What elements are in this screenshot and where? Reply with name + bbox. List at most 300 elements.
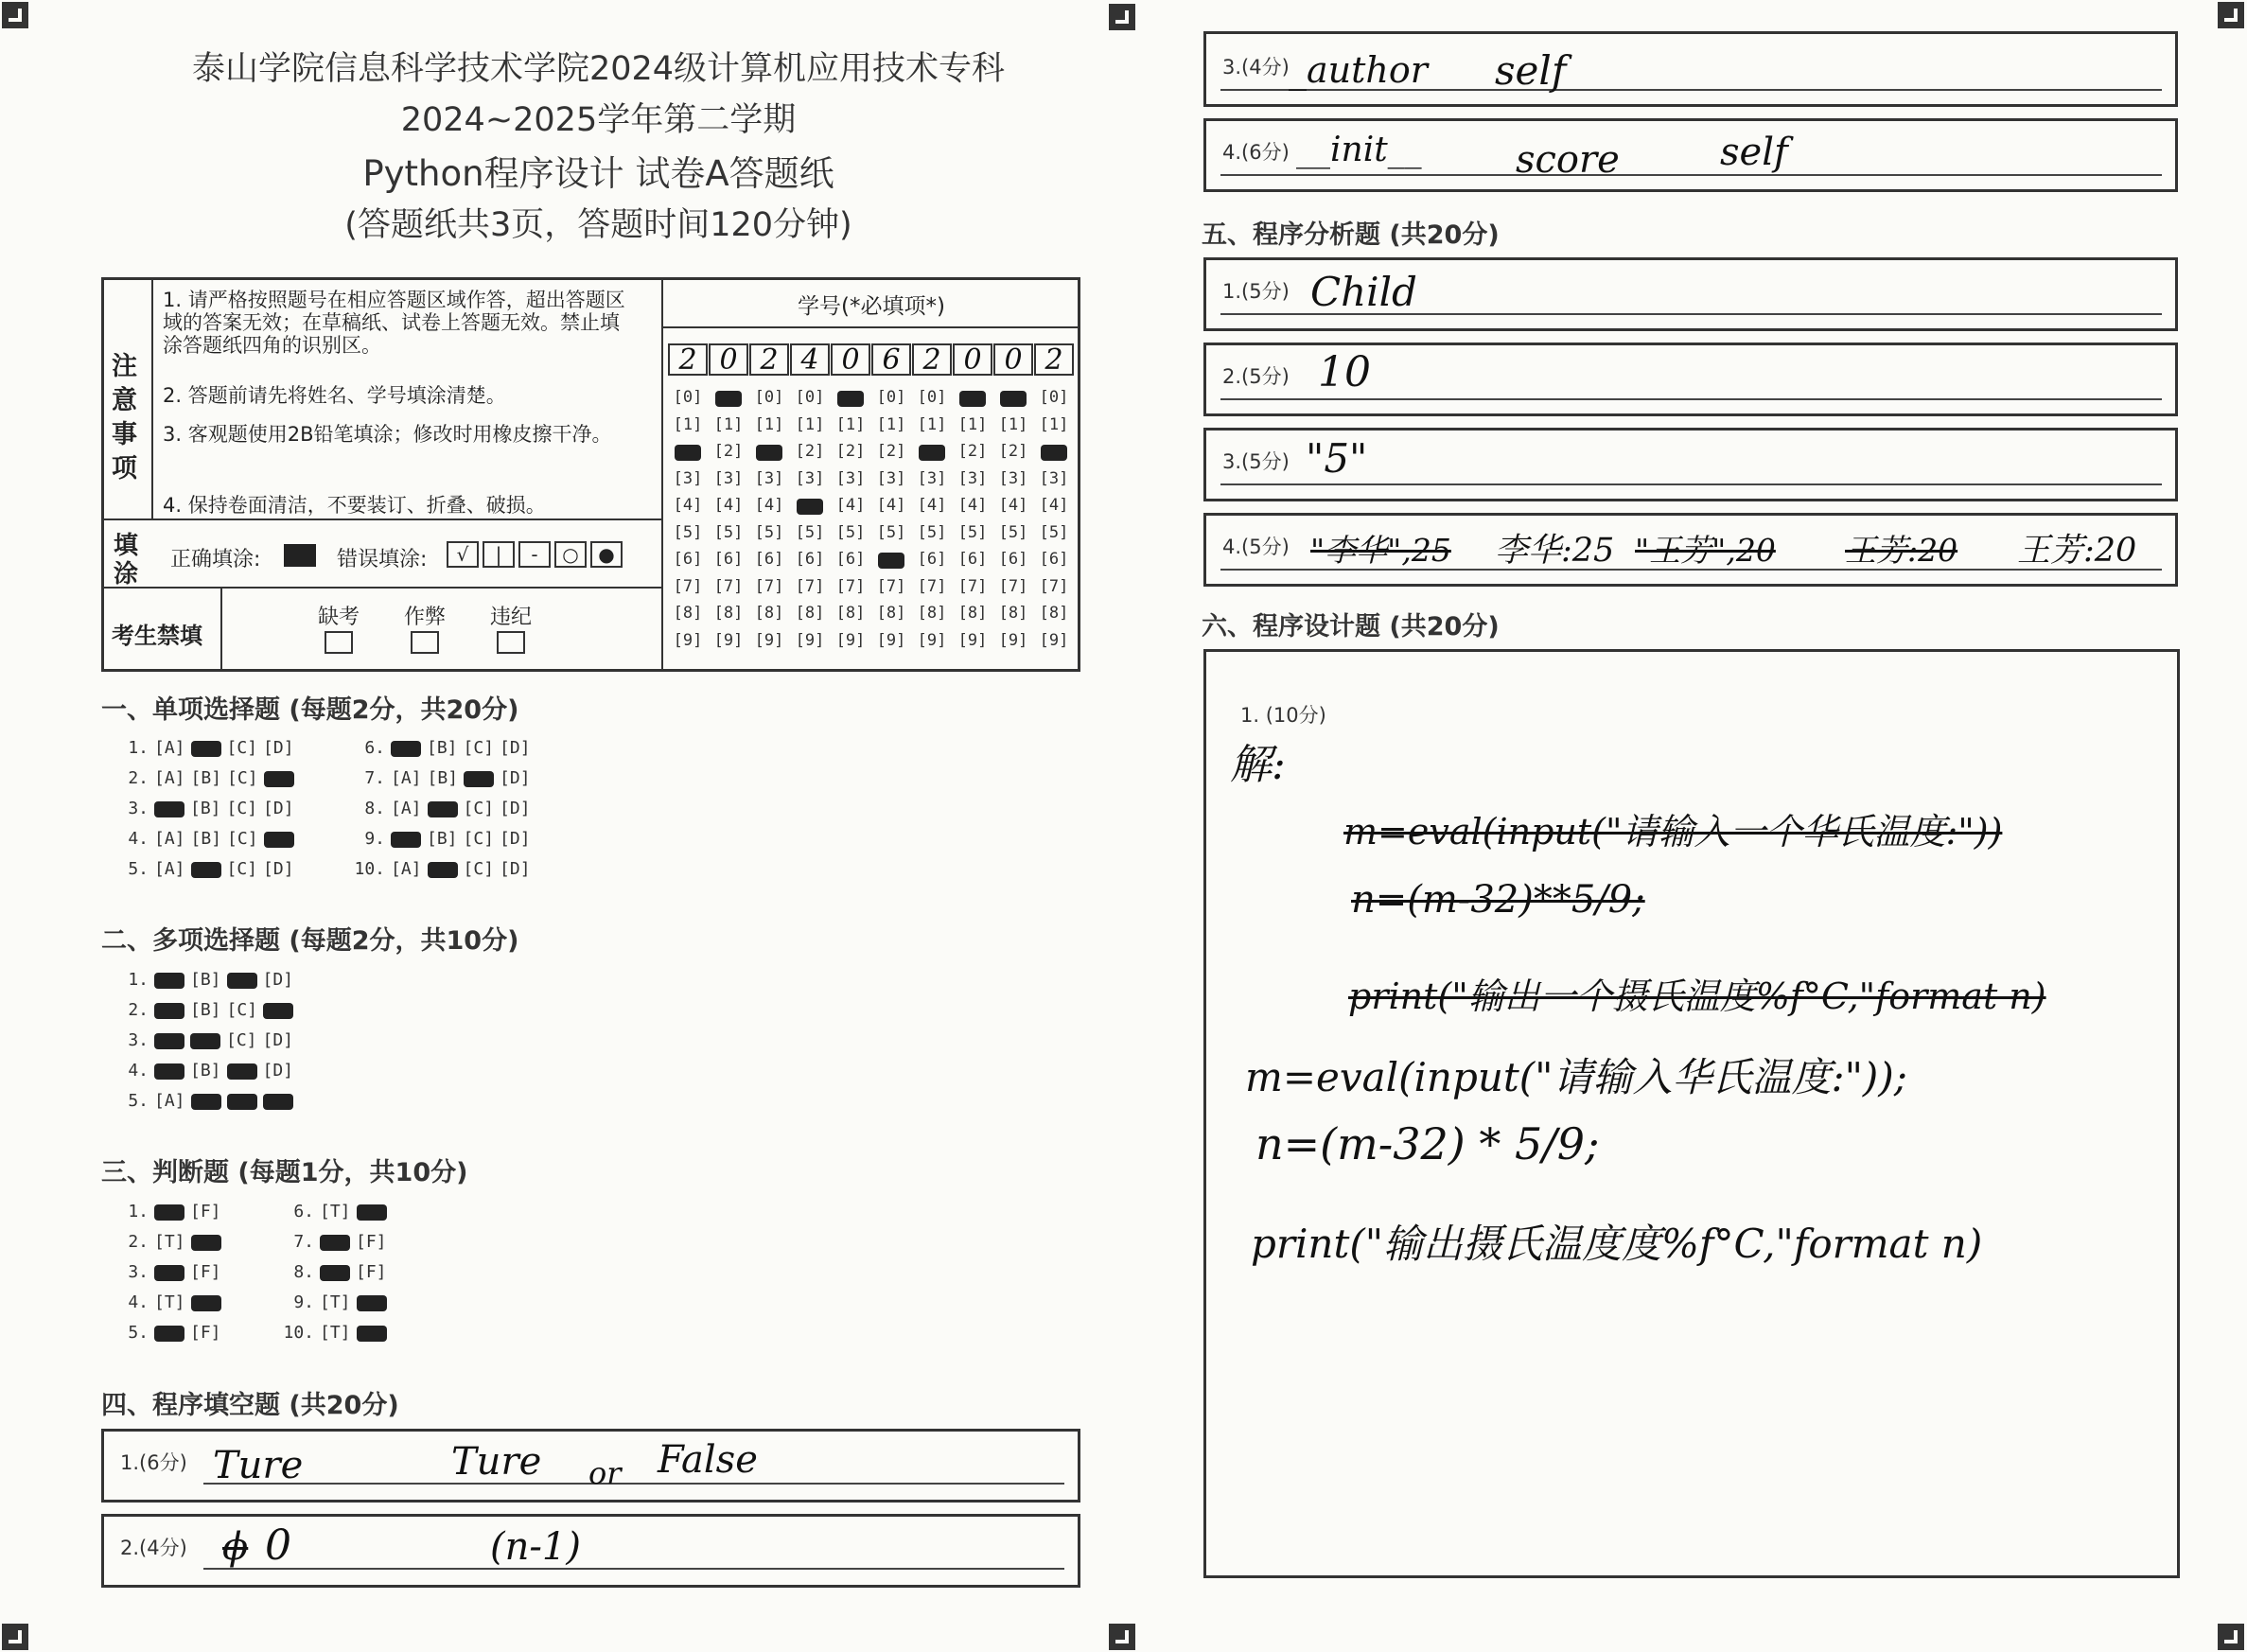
question-number: 3. [128, 1262, 149, 1282]
option-bubble[interactable]: [D] [263, 859, 294, 879]
corner-mark-bottom-middle [1109, 1624, 1135, 1650]
student-id-bubble[interactable]: [9] [795, 630, 825, 650]
option-bubble[interactable]: [B] [427, 829, 458, 849]
student-id-bubble[interactable]: [3] [673, 468, 703, 488]
option-bubble[interactable]: [D] [500, 829, 531, 849]
notice-divider-h1 [101, 518, 663, 520]
student-id-bubble[interactable]: [6] [795, 550, 825, 569]
filled-bubble[interactable] [154, 973, 184, 989]
forbidden-absent-checkbox[interactable] [325, 631, 353, 654]
option-bubble[interactable]: [C] [463, 799, 495, 818]
student-id-digit-10: 2 [1034, 343, 1074, 376]
option-bubble[interactable]: [A] [154, 1091, 185, 1111]
student-id-bubble[interactable]: [9] [1039, 630, 1069, 650]
forbidden-cheat [404, 601, 446, 654]
student-id-bubble[interactable]: [7] [673, 576, 703, 596]
student-id-bubble[interactable]: [7] [1039, 576, 1069, 596]
fill-in-q2-answer-a: 0 [265, 1521, 291, 1570]
option-bubble[interactable]: [C] [226, 799, 258, 818]
multiple-choice-row-1 [114, 970, 296, 990]
question-number: 5. [128, 1091, 149, 1111]
wrong-fill-label: 错误填涂: [337, 548, 428, 571]
option-bubble[interactable]: [A] [154, 829, 185, 849]
student-id-bubble[interactable]: [1] [673, 414, 703, 434]
question-number: 2. [128, 768, 149, 788]
question-number: 3. [128, 1030, 149, 1050]
corner-mark-bottom-left [2, 1624, 28, 1650]
notice-item-3: 3. 客观题使用2B铅笔填涂；修改时用橡皮擦干净。 [163, 423, 612, 446]
student-id-bubble[interactable]: [9] [917, 630, 947, 650]
option-bubble[interactable]: [C] [226, 1030, 257, 1050]
student-id-bubble[interactable]: [4] [917, 496, 947, 515]
single-choice-row-3 [114, 799, 297, 818]
student-id-bubble[interactable]: [1] [795, 414, 825, 434]
fill-in-q2-underline [203, 1568, 1064, 1570]
student-id-bubble[interactable]: [1] [917, 414, 947, 434]
option-bubble[interactable]: [C] [226, 1000, 258, 1020]
student-id-bubble-filled[interactable] [837, 391, 864, 407]
filled-bubble[interactable] [357, 1295, 387, 1311]
student-id-bubble[interactable]: [3] [876, 468, 906, 488]
design-q1-box [1203, 649, 2180, 1578]
filled-bubble[interactable] [191, 1235, 221, 1251]
notice-divider-v2 [661, 277, 663, 672]
forbidden-cheat-label: 作弊 [404, 606, 447, 629]
true-false-row-1 [114, 1202, 224, 1221]
student-id-bubble[interactable]: [9] [713, 630, 744, 650]
student-id-digit-3: 2 [749, 343, 789, 376]
option-bubble[interactable]: [F] [190, 1323, 221, 1343]
student-id-bubble[interactable]: [1] [754, 414, 784, 434]
header-line-3: Python程序设计 试卷A答题纸 [362, 153, 834, 194]
fill-in-q3-label: 3.(4分) [1222, 56, 1290, 79]
student-id-bubble[interactable]: [0] [1039, 388, 1069, 407]
option-bubble[interactable]: [D] [262, 1061, 294, 1081]
student-id-bubble-filled[interactable] [959, 391, 986, 407]
student-id-bubble[interactable]: [5] [876, 522, 906, 542]
filled-bubble[interactable] [191, 862, 221, 878]
student-id-bubble[interactable]: [8] [1039, 604, 1069, 623]
student-id-bubble[interactable]: [6] [917, 550, 947, 569]
student-id-bubble[interactable]: [9] [876, 630, 906, 650]
single-choice-row-1 [114, 738, 297, 758]
true-false-row-5 [114, 1323, 224, 1343]
option-bubble[interactable]: [A] [154, 768, 185, 788]
option-bubble[interactable]: [D] [263, 799, 294, 818]
true-false-row-7 [279, 1232, 390, 1252]
student-id-bubble[interactable]: [6] [1039, 550, 1069, 569]
student-id-bubble[interactable]: [8] [876, 604, 906, 623]
filled-bubble[interactable] [227, 1094, 257, 1110]
student-id-divider [662, 326, 1080, 328]
option-bubble[interactable]: [F] [190, 1202, 221, 1221]
design-struck-line-1: m=eval(input("请输入一个华氏温度:")) [1343, 811, 2003, 852]
filled-bubble[interactable] [154, 1265, 184, 1281]
section-2-title: 二、多项选择题 (每题2分，共10分) [101, 926, 519, 956]
student-id-bubble[interactable]: [7] [713, 576, 744, 596]
option-bubble[interactable]: [B] [190, 768, 222, 788]
student-id-bubble[interactable]: [9] [835, 630, 866, 650]
true-false-row-9 [279, 1292, 390, 1312]
option-bubble[interactable]: [A] [391, 768, 422, 788]
filled-bubble[interactable] [428, 862, 458, 878]
filled-bubble[interactable] [357, 1326, 387, 1342]
filled-bubble[interactable] [191, 1295, 221, 1311]
student-id-bubble[interactable]: [6] [673, 550, 703, 569]
student-id-bubble[interactable]: [3] [713, 468, 744, 488]
student-id-digit-4: 4 [790, 343, 830, 376]
true-false-row-10 [279, 1323, 390, 1343]
student-id-bubble[interactable]: [1] [957, 414, 988, 434]
option-bubble[interactable]: [C] [463, 859, 495, 879]
student-id-bubble-filled[interactable] [756, 445, 782, 461]
option-bubble[interactable]: [B] [190, 970, 221, 990]
student-id-bubble[interactable]: [0] [795, 388, 825, 407]
design-struck-line-3: print("输出一个摄氏温度%f°C,"format n) [1348, 975, 2046, 1017]
filled-bubble[interactable] [263, 1003, 293, 1019]
student-id-bubble[interactable]: [1] [998, 414, 1028, 434]
student-id-bubble[interactable]: [7] [917, 576, 947, 596]
wrong-mark-dot: ● [590, 541, 623, 568]
option-bubble[interactable]: [F] [190, 1262, 221, 1282]
filled-bubble[interactable] [264, 832, 294, 848]
analysis-q4-answer-b: 王芳:20 [2017, 532, 2137, 570]
option-bubble[interactable]: [D] [263, 738, 294, 758]
filled-bubble[interactable] [154, 1063, 184, 1080]
filled-bubble[interactable] [357, 1204, 387, 1221]
student-id-bubble[interactable]: [3] [1039, 468, 1069, 488]
student-id-bubble[interactable]: [7] [998, 576, 1028, 596]
fill-label: 填涂 [114, 532, 139, 589]
student-id-bubble[interactable]: [1] [876, 414, 906, 434]
filled-bubble[interactable] [428, 801, 458, 817]
student-id-bubble-filled[interactable] [919, 445, 945, 461]
filled-bubble[interactable] [227, 973, 257, 989]
option-bubble[interactable]: [F] [356, 1232, 387, 1252]
option-bubble[interactable]: [B] [190, 799, 221, 818]
filled-bubble[interactable] [264, 771, 294, 787]
design-q1-jie: 解: [1230, 741, 1286, 789]
analysis-q1-answer: Child [1310, 269, 1417, 315]
forbidden-label: 考生禁填 [112, 623, 202, 649]
student-id-bubble-filled[interactable] [1000, 391, 1027, 407]
student-id-bubble[interactable]: [5] [957, 522, 988, 542]
student-id-bubble[interactable]: [0] [917, 388, 947, 407]
question-number: 4. [128, 829, 149, 849]
question-number: 5. [128, 1323, 149, 1343]
true-false-row-6 [279, 1202, 390, 1221]
question-number: 3. [128, 799, 149, 818]
student-id-bubble[interactable]: [3] [998, 468, 1028, 488]
design-code-line-3: print("输出摄氏温度度%f°C,"format n) [1251, 1221, 1983, 1267]
design-struck-line-2: n=(m-32)**5/9; [1351, 878, 1645, 922]
fill-in-q4-label: 4.(6分) [1222, 141, 1290, 164]
student-id-bubble[interactable]: [6] [998, 550, 1028, 569]
student-id-bubble-filled[interactable] [675, 445, 701, 461]
student-id-bubble-filled[interactable] [878, 553, 904, 569]
student-id-bubble[interactable]: [3] [795, 468, 825, 488]
option-bubble[interactable]: [T] [320, 1323, 351, 1343]
option-bubble[interactable]: [D] [262, 970, 294, 990]
fill-in-q1-answer-b: Ture [451, 1440, 542, 1484]
option-bubble[interactable]: [D] [500, 768, 531, 788]
student-id-bubble[interactable]: [8] [713, 604, 744, 623]
option-bubble[interactable]: [B] [190, 1000, 221, 1020]
question-number: 7. [293, 1232, 314, 1252]
student-id-bubble[interactable]: [4] [1039, 496, 1069, 515]
option-bubble[interactable]: [T] [320, 1292, 351, 1312]
filled-bubble[interactable] [320, 1265, 350, 1281]
student-id-digit-5: 0 [831, 343, 870, 376]
analysis-q3-underline [1220, 483, 2162, 485]
student-id-bubble[interactable]: [2] [998, 442, 1028, 461]
student-id-bubble[interactable]: [8] [917, 604, 947, 623]
student-id-bubble[interactable]: [7] [795, 576, 825, 596]
student-id-label: 学号(*必填项*) [798, 294, 945, 319]
fill-in-q1-answer-a: Ture [213, 1444, 304, 1487]
option-bubble[interactable]: [C] [226, 859, 258, 879]
corner-mark-top-middle [1109, 4, 1135, 30]
student-id-bubble[interactable]: [0] [754, 388, 784, 407]
option-bubble[interactable]: [A] [154, 859, 185, 879]
student-id-bubble[interactable]: [2] [957, 442, 988, 461]
student-id-bubble[interactable]: [0] [876, 388, 906, 407]
student-id-bubble[interactable]: [9] [998, 630, 1028, 650]
student-id-bubble[interactable]: [4] [957, 496, 988, 515]
notice-item-1: 1. 请严格按照题号在相应答题区域作答，超出答题区域的答案无效；在草稿纸、试卷上答题无效。禁止填涂答题纸四角的识别区。 [163, 289, 625, 357]
option-bubble[interactable]: [T] [320, 1202, 351, 1221]
student-id-bubble[interactable]: [0] [673, 388, 703, 407]
filled-bubble[interactable] [320, 1235, 350, 1251]
analysis-q4-struck-3: 王芳:20 [1845, 532, 1958, 569]
question-number: 1. [128, 1202, 149, 1221]
analysis-q4-label: 4.(5分) [1222, 536, 1290, 558]
multiple-choice-row-2 [114, 1000, 296, 1020]
student-id-bubble[interactable]: [6] [835, 550, 866, 569]
student-id-bubble[interactable]: [8] [835, 604, 866, 623]
question-number: 4. [128, 1292, 149, 1312]
student-id-bubble[interactable]: [5] [835, 522, 866, 542]
question-number: 1. [128, 738, 149, 758]
header-line-2: 2024~2025学年第二学期 [400, 101, 797, 139]
option-bubble[interactable]: [B] [427, 768, 459, 788]
filled-bubble[interactable] [154, 1033, 184, 1049]
option-bubble[interactable]: [F] [356, 1262, 387, 1282]
fill-in-q3-answer-a: _author [1289, 49, 1428, 91]
student-id-bubble[interactable]: [5] [1039, 522, 1069, 542]
student-id-bubble[interactable]: [8] [673, 604, 703, 623]
option-bubble[interactable]: [C] [227, 768, 258, 788]
student-id-bubble[interactable]: [1] [1039, 414, 1069, 434]
forbidden-violation-label: 违纪 [490, 606, 533, 629]
student-id-bubble[interactable]: [7] [754, 576, 784, 596]
option-bubble[interactable]: [C] [227, 829, 258, 849]
option-bubble[interactable]: [D] [500, 859, 531, 879]
student-id-bubble[interactable]: [2] [795, 442, 825, 461]
student-id-bubble[interactable]: [9] [957, 630, 988, 650]
question-number: 6. [293, 1202, 314, 1221]
option-bubble[interactable]: [D] [500, 799, 531, 818]
student-id-bubble[interactable]: [6] [957, 550, 988, 569]
fill-in-q4-answer-a: __init__ [1296, 131, 1422, 169]
student-id-bubble[interactable]: [5] [917, 522, 947, 542]
filled-bubble[interactable] [263, 1094, 293, 1110]
fill-in-q2-answer-b: (n-1) [490, 1525, 581, 1569]
student-id-bubble[interactable]: [1] [835, 414, 866, 434]
forbidden-absent-label: 缺考 [318, 606, 360, 629]
filled-bubble[interactable] [227, 1063, 257, 1080]
student-id-bubble[interactable]: [1] [713, 414, 744, 434]
notice-item-2: 2. 答题前请先将姓名、学号填涂清楚。 [163, 384, 506, 407]
student-id-bubble[interactable]: [8] [998, 604, 1028, 623]
student-id-bubble[interactable]: [8] [957, 604, 988, 623]
notice-label: 注意事项 [112, 352, 137, 483]
student-id-bubble-filled[interactable] [797, 499, 823, 515]
filled-bubble[interactable] [154, 1003, 184, 1019]
student-id-bubble[interactable]: [4] [713, 496, 744, 515]
single-choice-row-2 [114, 768, 297, 788]
wrong-mark-check: √ [447, 541, 479, 568]
single-choice-row-10 [350, 859, 534, 879]
fill-in-q4-underline [1220, 174, 2162, 176]
filled-bubble[interactable] [191, 1094, 221, 1110]
student-id-bubble[interactable]: [4] [876, 496, 906, 515]
filled-bubble[interactable] [154, 801, 184, 817]
student-id-bubble[interactable]: [6] [713, 550, 744, 569]
corner-mark-top-left [2, 2, 28, 28]
filled-bubble[interactable] [391, 741, 421, 757]
option-bubble[interactable]: [T] [154, 1292, 185, 1312]
question-number: 2. [128, 1232, 149, 1252]
fill-in-q1-underline [203, 1483, 1064, 1485]
fill-in-q4-answer-b: score [1516, 138, 1620, 182]
student-id-bubble[interactable]: [8] [754, 604, 784, 623]
option-bubble[interactable]: [A] [391, 859, 422, 879]
student-id-bubble-filled[interactable] [1041, 445, 1067, 461]
student-id-bubble[interactable]: [3] [957, 468, 988, 488]
student-id-bubble[interactable]: [4] [754, 496, 784, 515]
analysis-q4-struck-1: "李华",25 [1310, 532, 1451, 569]
fill-in-q1-label: 1.(6分) [120, 1451, 187, 1474]
option-bubble[interactable]: [B] [190, 829, 222, 849]
wrong-mark-dash: - [518, 541, 551, 568]
student-id-bubble[interactable]: [5] [673, 522, 703, 542]
question-number: 4. [128, 1061, 149, 1081]
student-id-bubble[interactable]: [5] [998, 522, 1028, 542]
student-id-bubble[interactable]: [7] [835, 576, 866, 596]
fill-in-q1-answer-d: False [658, 1438, 758, 1482]
student-id-bubble[interactable]: [4] [835, 496, 866, 515]
option-bubble[interactable]: [D] [500, 738, 531, 758]
student-id-digit-1: 2 [668, 343, 708, 376]
option-bubble[interactable]: [C] [463, 829, 495, 849]
student-id-bubble[interactable]: [7] [957, 576, 988, 596]
student-id-bubble[interactable]: [7] [876, 576, 906, 596]
filled-bubble[interactable] [464, 771, 494, 787]
student-id-bubble[interactable]: [6] [754, 550, 784, 569]
student-id-digit-7: 2 [912, 343, 952, 376]
question-number: 6. [364, 738, 385, 758]
student-id-bubble[interactable]: [2] [835, 442, 866, 461]
question-number: 9. [293, 1292, 314, 1312]
option-bubble[interactable]: [C] [226, 738, 258, 758]
option-bubble[interactable]: [B] [427, 738, 458, 758]
design-q1-label: 1. (10分) [1240, 704, 1326, 727]
single-choice-row-8 [350, 799, 534, 818]
analysis-q4-struck-2: "王芳",20 [1635, 532, 1776, 569]
design-code-line-1: m=eval(input("请输入华氏温度:")); [1245, 1054, 1907, 1100]
header-line-1: 泰山学院信息科学技术学院2024级计算机应用技术专科 [191, 50, 1006, 88]
student-id-bubble[interactable]: [2] [713, 442, 744, 461]
analysis-q3-answer: "5" [1306, 435, 1368, 482]
option-bubble[interactable]: [T] [154, 1232, 185, 1252]
option-bubble[interactable]: [A] [154, 738, 185, 758]
section-6-title: 六、程序设计题 (共20分) [1202, 612, 1500, 641]
corner-mark-bottom-right [2218, 1624, 2244, 1650]
correct-fill-label: 正确填涂: [170, 548, 261, 571]
student-id-bubble[interactable]: [3] [835, 468, 866, 488]
fill-in-q1-answer-c: or [588, 1455, 622, 1491]
forbidden-cheat-checkbox[interactable] [411, 631, 439, 654]
filled-bubble[interactable] [191, 741, 221, 757]
true-false-row-8 [279, 1262, 390, 1282]
student-id-bubble[interactable]: [5] [713, 522, 744, 542]
question-number: 1. [128, 970, 149, 990]
student-id-bubble[interactable]: [5] [795, 522, 825, 542]
student-id-bubble[interactable]: [4] [998, 496, 1028, 515]
question-number: 5. [128, 859, 149, 879]
filled-bubble[interactable] [190, 1033, 220, 1049]
student-id-digit-6: 6 [871, 343, 911, 376]
student-id-bubble[interactable]: [9] [754, 630, 784, 650]
forbidden-violation-checkbox[interactable] [497, 631, 525, 654]
analysis-q3-label: 3.(5分) [1222, 450, 1290, 473]
student-id-bubble[interactable]: [3] [754, 468, 784, 488]
single-choice-row-4 [114, 829, 297, 849]
wrong-fill-marks [447, 541, 623, 568]
forbidden-violation [490, 601, 532, 654]
student-id-bubble[interactable]: [3] [917, 468, 947, 488]
student-id-digit-8: 0 [953, 343, 992, 376]
correct-fill-sample [284, 544, 316, 567]
filled-bubble[interactable] [154, 1204, 184, 1221]
wrong-mark-circle: ○ [554, 541, 587, 568]
section-5-title: 五、程序分析题 (共20分) [1202, 220, 1500, 250]
option-bubble[interactable]: [B] [190, 1061, 221, 1081]
question-number: 8. [293, 1262, 314, 1282]
question-number: 10. [283, 1323, 314, 1343]
option-bubble[interactable]: [C] [463, 738, 495, 758]
option-bubble[interactable]: [A] [391, 799, 422, 818]
student-id-bubble[interactable]: [5] [754, 522, 784, 542]
question-number: 7. [364, 768, 385, 788]
analysis-q2-label: 2.(5分) [1222, 365, 1290, 388]
filled-bubble[interactable] [391, 832, 421, 848]
student-id-bubble[interactable]: [8] [795, 604, 825, 623]
multiple-choice-row-4 [114, 1061, 296, 1081]
student-id-bubble[interactable]: [2] [876, 442, 906, 461]
student-id-bubble-filled[interactable] [715, 391, 742, 407]
student-id-digit-9: 0 [993, 343, 1033, 376]
multiple-choice-row-5 [114, 1091, 296, 1111]
filled-bubble[interactable] [154, 1326, 184, 1342]
option-bubble[interactable]: [D] [262, 1030, 294, 1050]
single-choice-row-7 [350, 768, 534, 788]
student-id-bubble[interactable]: [4] [673, 496, 703, 515]
true-false-row-2 [114, 1232, 224, 1252]
student-id-bubble[interactable]: [9] [673, 630, 703, 650]
analysis-q1-label: 1.(5分) [1222, 280, 1290, 303]
